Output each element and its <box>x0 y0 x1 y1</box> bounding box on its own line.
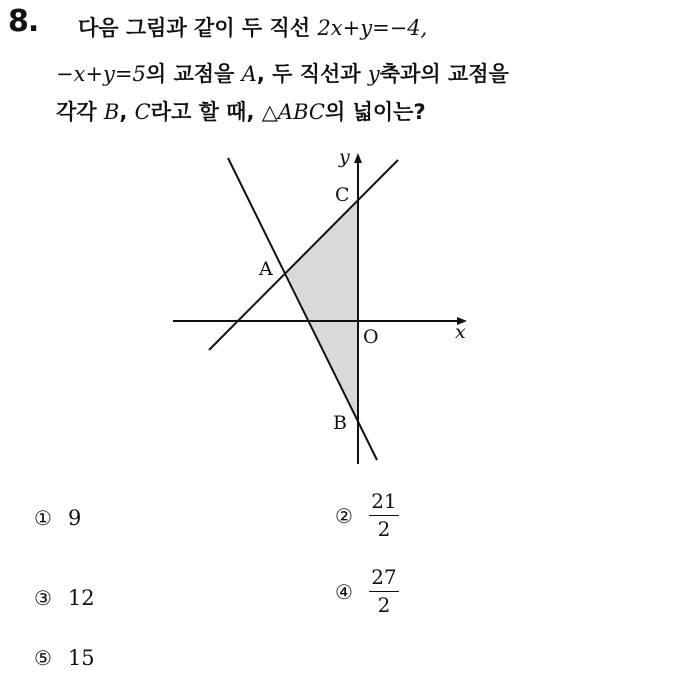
question-text: , <box>119 100 135 124</box>
point-b-label: B <box>333 412 347 434</box>
choice-mark: ① <box>34 506 52 530</box>
choice-value: 12 <box>67 586 95 610</box>
y-axis-ref: y <box>367 62 380 86</box>
choice-mark: ② <box>335 503 353 528</box>
point-c-label: C <box>335 184 350 206</box>
choice-value: 15 <box>67 646 95 670</box>
choice-4[interactable] <box>335 566 399 617</box>
question-line-3 <box>56 96 426 126</box>
triangle-ref: △ABC <box>261 100 325 124</box>
equation-line-2: −x+y=5 <box>56 62 146 86</box>
triangle-abc-shading <box>286 202 358 421</box>
choice-mark: ③ <box>34 586 52 610</box>
y-axis-arrow <box>354 153 362 163</box>
choice-value: 9 <box>67 506 82 530</box>
choice-mark: ④ <box>335 579 353 604</box>
point-b-ref: B <box>103 100 120 124</box>
choice-1[interactable] <box>34 506 81 530</box>
question-text: 각각 <box>56 100 104 124</box>
fraction <box>369 566 399 617</box>
point-a-ref: A <box>241 62 257 86</box>
coordinate-figure <box>165 142 485 472</box>
question-text: 의 교점을 <box>145 62 242 86</box>
fraction-numerator: 27 <box>371 565 397 589</box>
fraction <box>369 490 399 541</box>
fraction-numerator: 21 <box>371 489 397 513</box>
y-axis-label: y <box>339 146 350 168</box>
fraction-bar <box>369 591 399 592</box>
question-text: 라고 할 때, <box>150 100 262 124</box>
fraction-bar <box>369 515 399 516</box>
question-number: 8. <box>8 4 39 39</box>
question-line-1 <box>78 12 427 42</box>
point-a-label: A <box>259 258 273 280</box>
question-line-2 <box>56 58 509 88</box>
origin-label: O <box>363 326 379 348</box>
choice-mark: ⑤ <box>34 646 52 670</box>
x-axis-label: x <box>455 321 466 343</box>
equation-line-1: 2x+y=−4, <box>317 16 428 40</box>
choice-2[interactable] <box>335 490 399 541</box>
choice-5[interactable] <box>34 646 95 670</box>
question-text: , 두 직선과 <box>256 62 368 86</box>
question-text: 의 넓이는? <box>324 100 426 124</box>
fraction-denominator: 2 <box>377 593 391 617</box>
question-text: 다음 그림과 같이 두 직선 <box>78 16 318 40</box>
point-c-ref: C <box>134 100 151 124</box>
question-text: 축과의 교점을 <box>379 62 509 86</box>
fraction-denominator: 2 <box>377 517 391 541</box>
choice-3[interactable] <box>34 586 95 610</box>
